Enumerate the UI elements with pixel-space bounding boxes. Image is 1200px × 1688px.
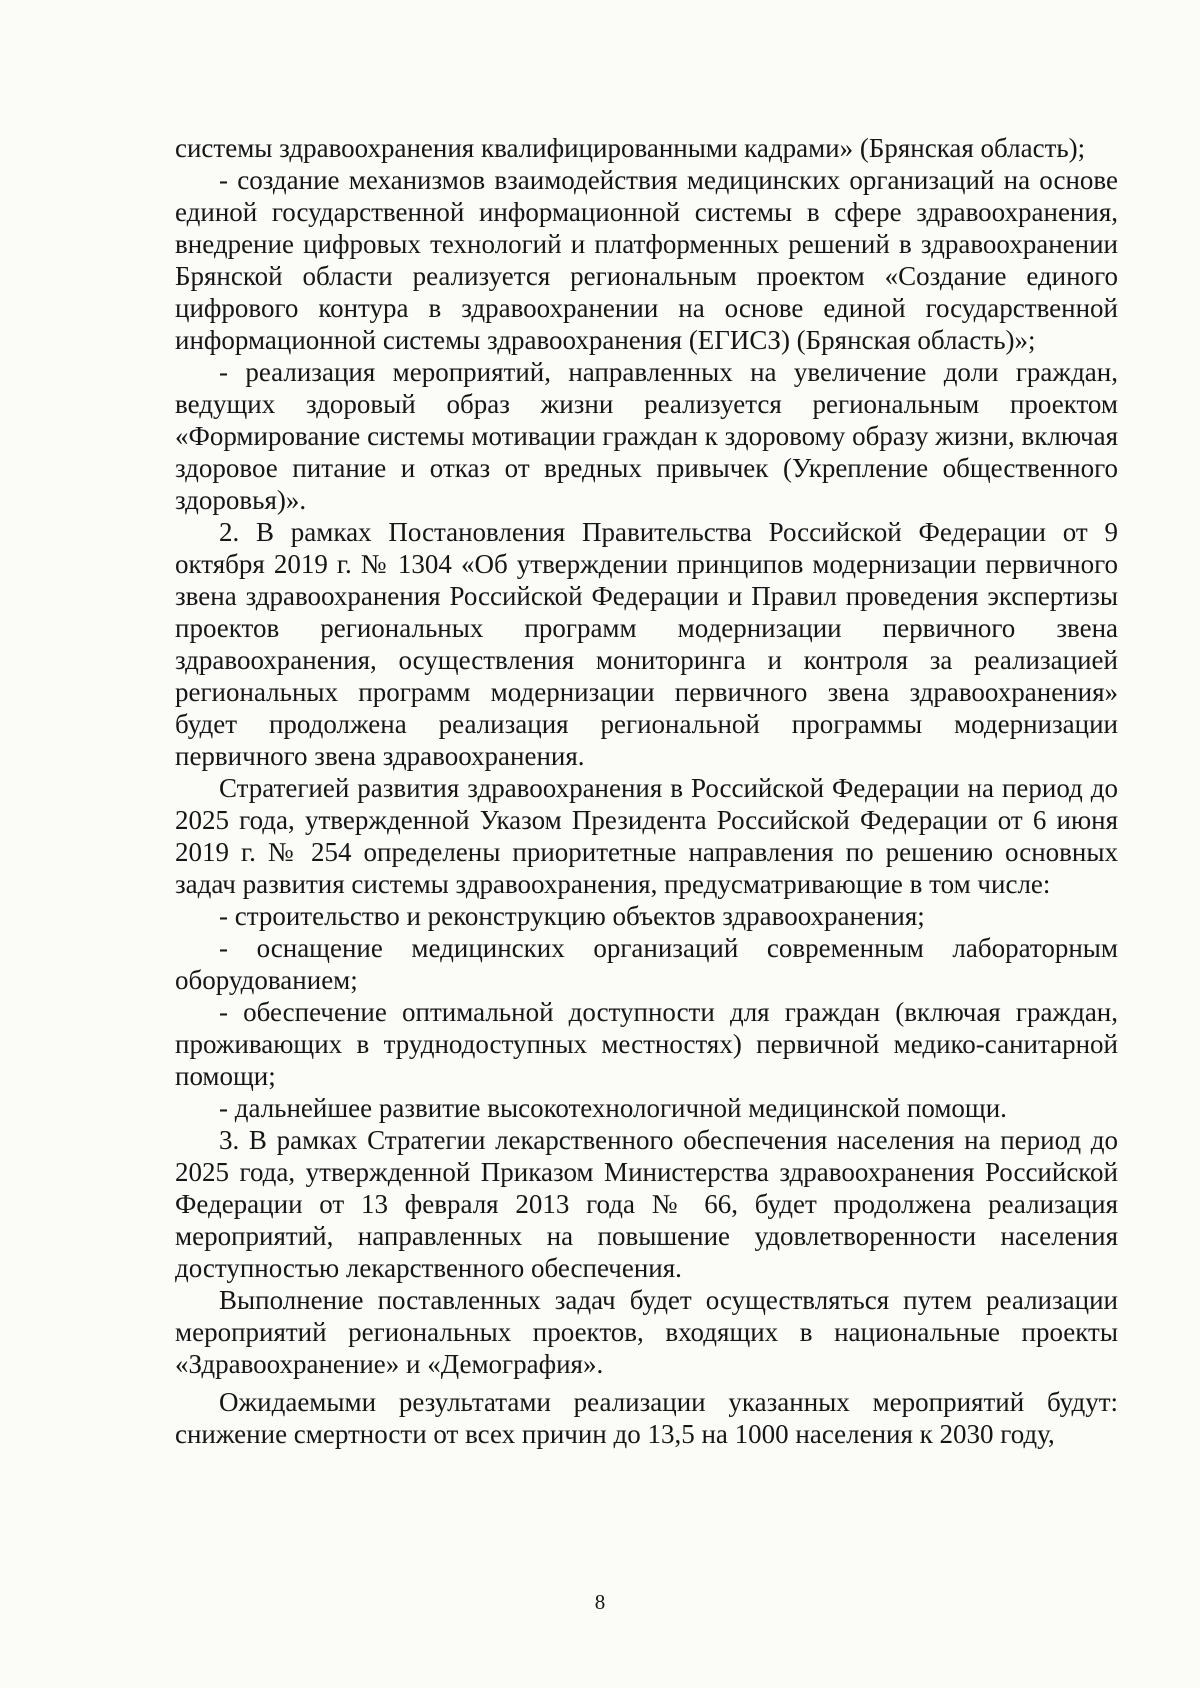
- page-number: 8: [594, 1590, 606, 1614]
- document-body: [175, 132, 1118, 1450]
- paragraph-expected-results: Ожидаемыми результатами реализации указанных мероприятий будут: снижение смертности от всех причин до 13,5 на 1000 населения к 2030 году,: [175, 1387, 1118, 1449]
- paragraph-drug-supply-strategy: 3. В рамках Стратегии лекарственного обеспечения населения на период до 2025 года, утвержденной Приказом Министерства здравоохранения Российской Федерации от 13 февраля 2013 года № 66, будет продолжена реализация мероприятий, направленных на повышение удовлетворенности населения доступностью лекарственного обеспечения.: [175, 1125, 1118, 1283]
- paragraph-healthy-lifestyle: - реализация мероприятий, направленных на увеличение доли граждан, ведущих здоровый образ жизни реализуется региональным проектом «Формирование системы мотивации граждан к здоровому образу жизни, включая здоровое питание и отказ от вредных привычек (Укрепление общественного здоровья)».: [175, 357, 1118, 515]
- paragraph-digital-contour: - создание механизмов взаимодействия медицинских организаций на основе единой государственной информационной системы в сфере здравоохранения, внедрение цифровых технологий и платформенных решений в здравоохранении Брянской области реализуется региональным проектом «Создание единого цифрового контура в здравоохранении на основе единой государственной информационной системы здравоохранения (ЕГИСЗ) (Брянская область)»;: [175, 165, 1118, 355]
- list-item-accessibility: - обеспечение оптимальной доступности для граждан (включая граждан, проживающих в труднодоступных местностях) первичной медико-санитарной помощи;: [175, 997, 1118, 1091]
- list-item-high-tech-care: - дальнейшее развитие высокотехнологичной медицинской помощи.: [219, 1093, 1007, 1123]
- list-item-construction: - строительство и реконструкцию объектов здравоохранения;: [219, 901, 925, 931]
- list-item-lab-equipment: - оснащение медицинских организаций современным лабораторным оборудованием;: [175, 933, 1118, 995]
- paragraph-continuation: системы здравоохранения квалифицированными кадрами» (Брянская область);: [175, 133, 1086, 163]
- paragraph-task-implementation: Выполнение поставленных задач будет осуществляться путем реализации мероприятий региональных проектов, входящих в национальные проекты «Здравоохранение» и «Демография».: [175, 1285, 1118, 1379]
- paragraph-primary-care-modernization: 2. В рамках Постановления Правительства Российской Федерации от 9 октября 2019 г. № 1304 «Об утверждении принципов модернизации первичного звена здравоохранения Российской Федерации и Правил проведения экспертизы проектов региональных программ модернизации первичного звена здравоохранения, осуществления мониторинга и контроля за реализацией региональных программ модернизации первичного звена здравоохранения» будет продолжена реализация региональной программы модернизации первичного звена здравоохранения.: [175, 517, 1118, 771]
- paragraph-healthcare-strategy: Стратегией развития здравоохранения в Российской Федерации на период до 2025 года, утвержденной Указом Президента Российской Федерации от 6 июня 2019 г. № 254 определены приоритетные направления по решению основных задач развития системы здравоохранения, предусматривающие в том числе:: [175, 773, 1118, 899]
